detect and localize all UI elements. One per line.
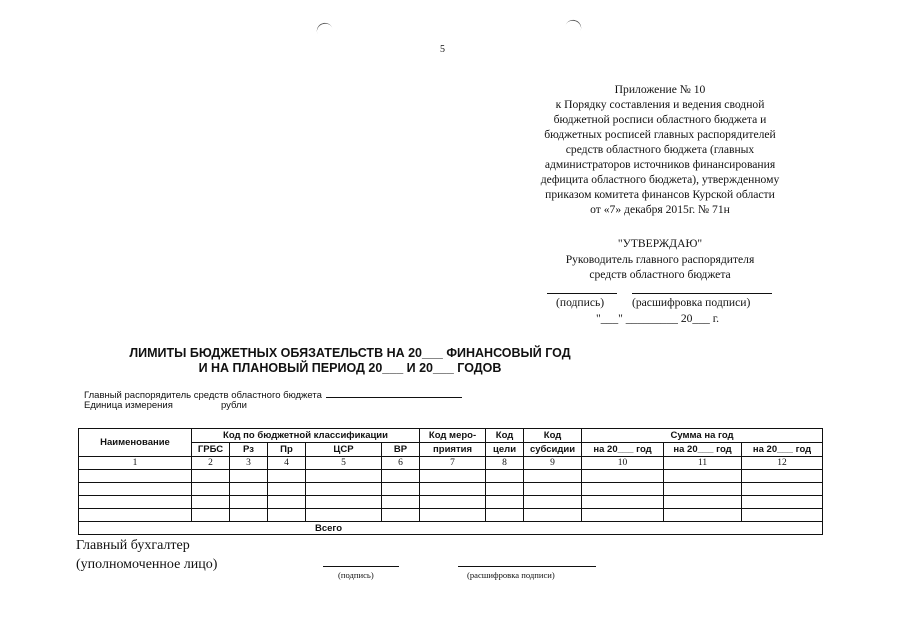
column-number-row bbox=[79, 457, 823, 470]
table-row bbox=[79, 470, 823, 483]
appendix-line: к Порядку составления и ведения сводной bbox=[555, 98, 765, 111]
header-row bbox=[79, 429, 823, 443]
table-cell[interactable] bbox=[582, 509, 664, 522]
header-sum-per-year: Сумма на год bbox=[582, 429, 823, 443]
table-cell[interactable] bbox=[486, 496, 524, 509]
unit-value: рубли bbox=[221, 400, 247, 411]
column-number: 2 bbox=[192, 457, 230, 470]
distributor-row bbox=[84, 388, 462, 400]
table-cell[interactable] bbox=[664, 470, 742, 483]
header-year-2: на 20___ год bbox=[664, 443, 742, 457]
table-cell[interactable] bbox=[268, 509, 306, 522]
title-line-2: И НА ПЛАНОВЫЙ ПЕРИОД 20___ И 20___ ГОДОВ bbox=[198, 361, 502, 375]
table-cell[interactable] bbox=[524, 483, 582, 496]
table-cell[interactable] bbox=[306, 483, 382, 496]
table-cell[interactable] bbox=[486, 470, 524, 483]
header-vr: ВР bbox=[382, 443, 420, 457]
table-cell[interactable] bbox=[420, 509, 486, 522]
approve-heading: "УТВЕРЖДАЮ" bbox=[617, 237, 703, 250]
header-rz: Рз bbox=[230, 443, 268, 457]
table-cell[interactable] bbox=[382, 470, 420, 483]
table-cell[interactable] bbox=[664, 483, 742, 496]
table-cell[interactable] bbox=[742, 483, 823, 496]
table-cell[interactable] bbox=[486, 483, 524, 496]
table-cell[interactable] bbox=[230, 483, 268, 496]
appendix-line: приказом комитета финансов Курской области bbox=[545, 188, 775, 201]
total-label: Всего bbox=[79, 522, 823, 535]
decoding-caption: (расшифровка подписи) bbox=[632, 296, 751, 309]
appendix-block bbox=[520, 82, 800, 217]
accountant-signature-line bbox=[323, 566, 399, 567]
appendix-line: администраторов источников финансирования bbox=[544, 158, 776, 171]
header-subsidy-code-2: субсидии bbox=[524, 443, 582, 457]
table-cell[interactable] bbox=[420, 496, 486, 509]
info-block bbox=[84, 388, 462, 412]
column-number: 1 bbox=[79, 457, 192, 470]
document-title bbox=[80, 346, 620, 376]
accountant-signature-caption: (подпись) bbox=[338, 570, 374, 580]
table-cell[interactable] bbox=[582, 483, 664, 496]
table-cell[interactable] bbox=[268, 470, 306, 483]
table-cell[interactable] bbox=[582, 470, 664, 483]
distributor-field bbox=[326, 388, 462, 398]
appendix-line: от «7» декабря 2015г. № 71н bbox=[590, 203, 730, 216]
column-number: 9 bbox=[524, 457, 582, 470]
table-cell[interactable] bbox=[524, 496, 582, 509]
header-goal-code-2: цели bbox=[486, 443, 524, 457]
chief-accountant-subtitle: (уполномоченное лицо) bbox=[76, 557, 218, 572]
header-csr: ЦСР bbox=[306, 443, 382, 457]
column-number: 10 bbox=[582, 457, 664, 470]
table-cell[interactable] bbox=[230, 470, 268, 483]
table-cell[interactable] bbox=[306, 470, 382, 483]
scan-mark bbox=[565, 18, 584, 34]
table-cell[interactable] bbox=[742, 509, 823, 522]
header-pr: Пр bbox=[268, 443, 306, 457]
table-row bbox=[79, 483, 823, 496]
table-cell[interactable] bbox=[306, 496, 382, 509]
table-cell[interactable] bbox=[742, 470, 823, 483]
unit-label: Единица измерения bbox=[84, 400, 173, 411]
distributor-label: Главный распорядитель средств областного бюджета bbox=[84, 390, 322, 401]
header-year-3: на 20___ год bbox=[742, 443, 823, 457]
table-cell[interactable] bbox=[192, 483, 230, 496]
unit-row bbox=[84, 400, 462, 412]
table-cell[interactable] bbox=[420, 470, 486, 483]
table-cell[interactable] bbox=[524, 470, 582, 483]
table-cell[interactable] bbox=[664, 509, 742, 522]
signature-line bbox=[547, 293, 617, 294]
header-subsidy-code: Код bbox=[524, 429, 582, 443]
column-number: 7 bbox=[420, 457, 486, 470]
approval-line: Руководитель главного распорядителя bbox=[565, 253, 755, 266]
approval-date: "___" _________ 20___ г. bbox=[596, 312, 720, 325]
header-grbs: ГРБС bbox=[192, 443, 230, 457]
header-name: Наименование bbox=[79, 429, 192, 457]
table-cell[interactable] bbox=[664, 496, 742, 509]
table-row bbox=[79, 496, 823, 509]
table-cell[interactable] bbox=[268, 483, 306, 496]
table-cell[interactable] bbox=[230, 509, 268, 522]
table-cell[interactable] bbox=[79, 509, 192, 522]
column-number: 12 bbox=[742, 457, 823, 470]
appendix-line: средств областного бюджета (главных bbox=[565, 143, 755, 156]
table-cell[interactable] bbox=[79, 483, 192, 496]
table-cell[interactable] bbox=[192, 496, 230, 509]
appendix-line: бюджетных росписей главных распорядителей bbox=[544, 128, 776, 141]
table-cell[interactable] bbox=[524, 509, 582, 522]
appendix-line: дефицита областного бюджета), утвержденному bbox=[540, 173, 780, 186]
signature-caption: (подпись) bbox=[556, 296, 605, 309]
approval-block bbox=[520, 236, 800, 282]
table-cell[interactable] bbox=[382, 509, 420, 522]
table-cell[interactable] bbox=[230, 496, 268, 509]
header-event-code-2: приятия bbox=[420, 443, 486, 457]
header-event-code: Код меро- bbox=[420, 429, 486, 443]
decoding-line bbox=[632, 293, 772, 294]
column-number: 6 bbox=[382, 457, 420, 470]
total-row bbox=[79, 522, 823, 535]
table-cell[interactable] bbox=[306, 509, 382, 522]
table-cell[interactable] bbox=[79, 496, 192, 509]
header-goal-code: Код bbox=[486, 429, 524, 443]
chief-accountant-block bbox=[76, 536, 217, 574]
table-cell[interactable] bbox=[420, 483, 486, 496]
limits-table bbox=[78, 428, 823, 535]
column-number: 4 bbox=[268, 457, 306, 470]
table-cell[interactable] bbox=[79, 470, 192, 483]
table-cell[interactable] bbox=[268, 496, 306, 509]
table-cell[interactable] bbox=[486, 509, 524, 522]
accountant-decoding-caption: (расшифровка подписи) bbox=[467, 570, 555, 580]
page-number: 5 bbox=[440, 44, 445, 55]
table-row bbox=[79, 509, 823, 522]
chief-accountant-title: Главный бухгалтер bbox=[76, 538, 190, 553]
accountant-decoding-line bbox=[458, 566, 596, 567]
table-cell[interactable] bbox=[382, 496, 420, 509]
header-year-1: на 20___ год bbox=[582, 443, 664, 457]
title-line-1: ЛИМИТЫ БЮДЖЕТНЫХ ОБЯЗАТЕЛЬСТВ НА 20___ ФИНАНСОВЫЙ ГОД bbox=[129, 346, 571, 360]
column-number: 11 bbox=[664, 457, 742, 470]
approval-line: средств областного бюджета bbox=[589, 268, 731, 281]
table-cell[interactable] bbox=[582, 496, 664, 509]
column-number: 8 bbox=[486, 457, 524, 470]
table-cell[interactable] bbox=[382, 483, 420, 496]
header-budget-classification: Код по бюджетной классификации bbox=[192, 429, 420, 443]
appendix-line: Приложение № 10 bbox=[614, 83, 706, 96]
table-cell[interactable] bbox=[742, 496, 823, 509]
table-cell[interactable] bbox=[192, 509, 230, 522]
column-number: 5 bbox=[306, 457, 382, 470]
column-number: 3 bbox=[230, 457, 268, 470]
scan-mark bbox=[315, 21, 334, 37]
table-cell[interactable] bbox=[192, 470, 230, 483]
appendix-line: бюджетной росписи областного бюджета и bbox=[553, 113, 767, 126]
